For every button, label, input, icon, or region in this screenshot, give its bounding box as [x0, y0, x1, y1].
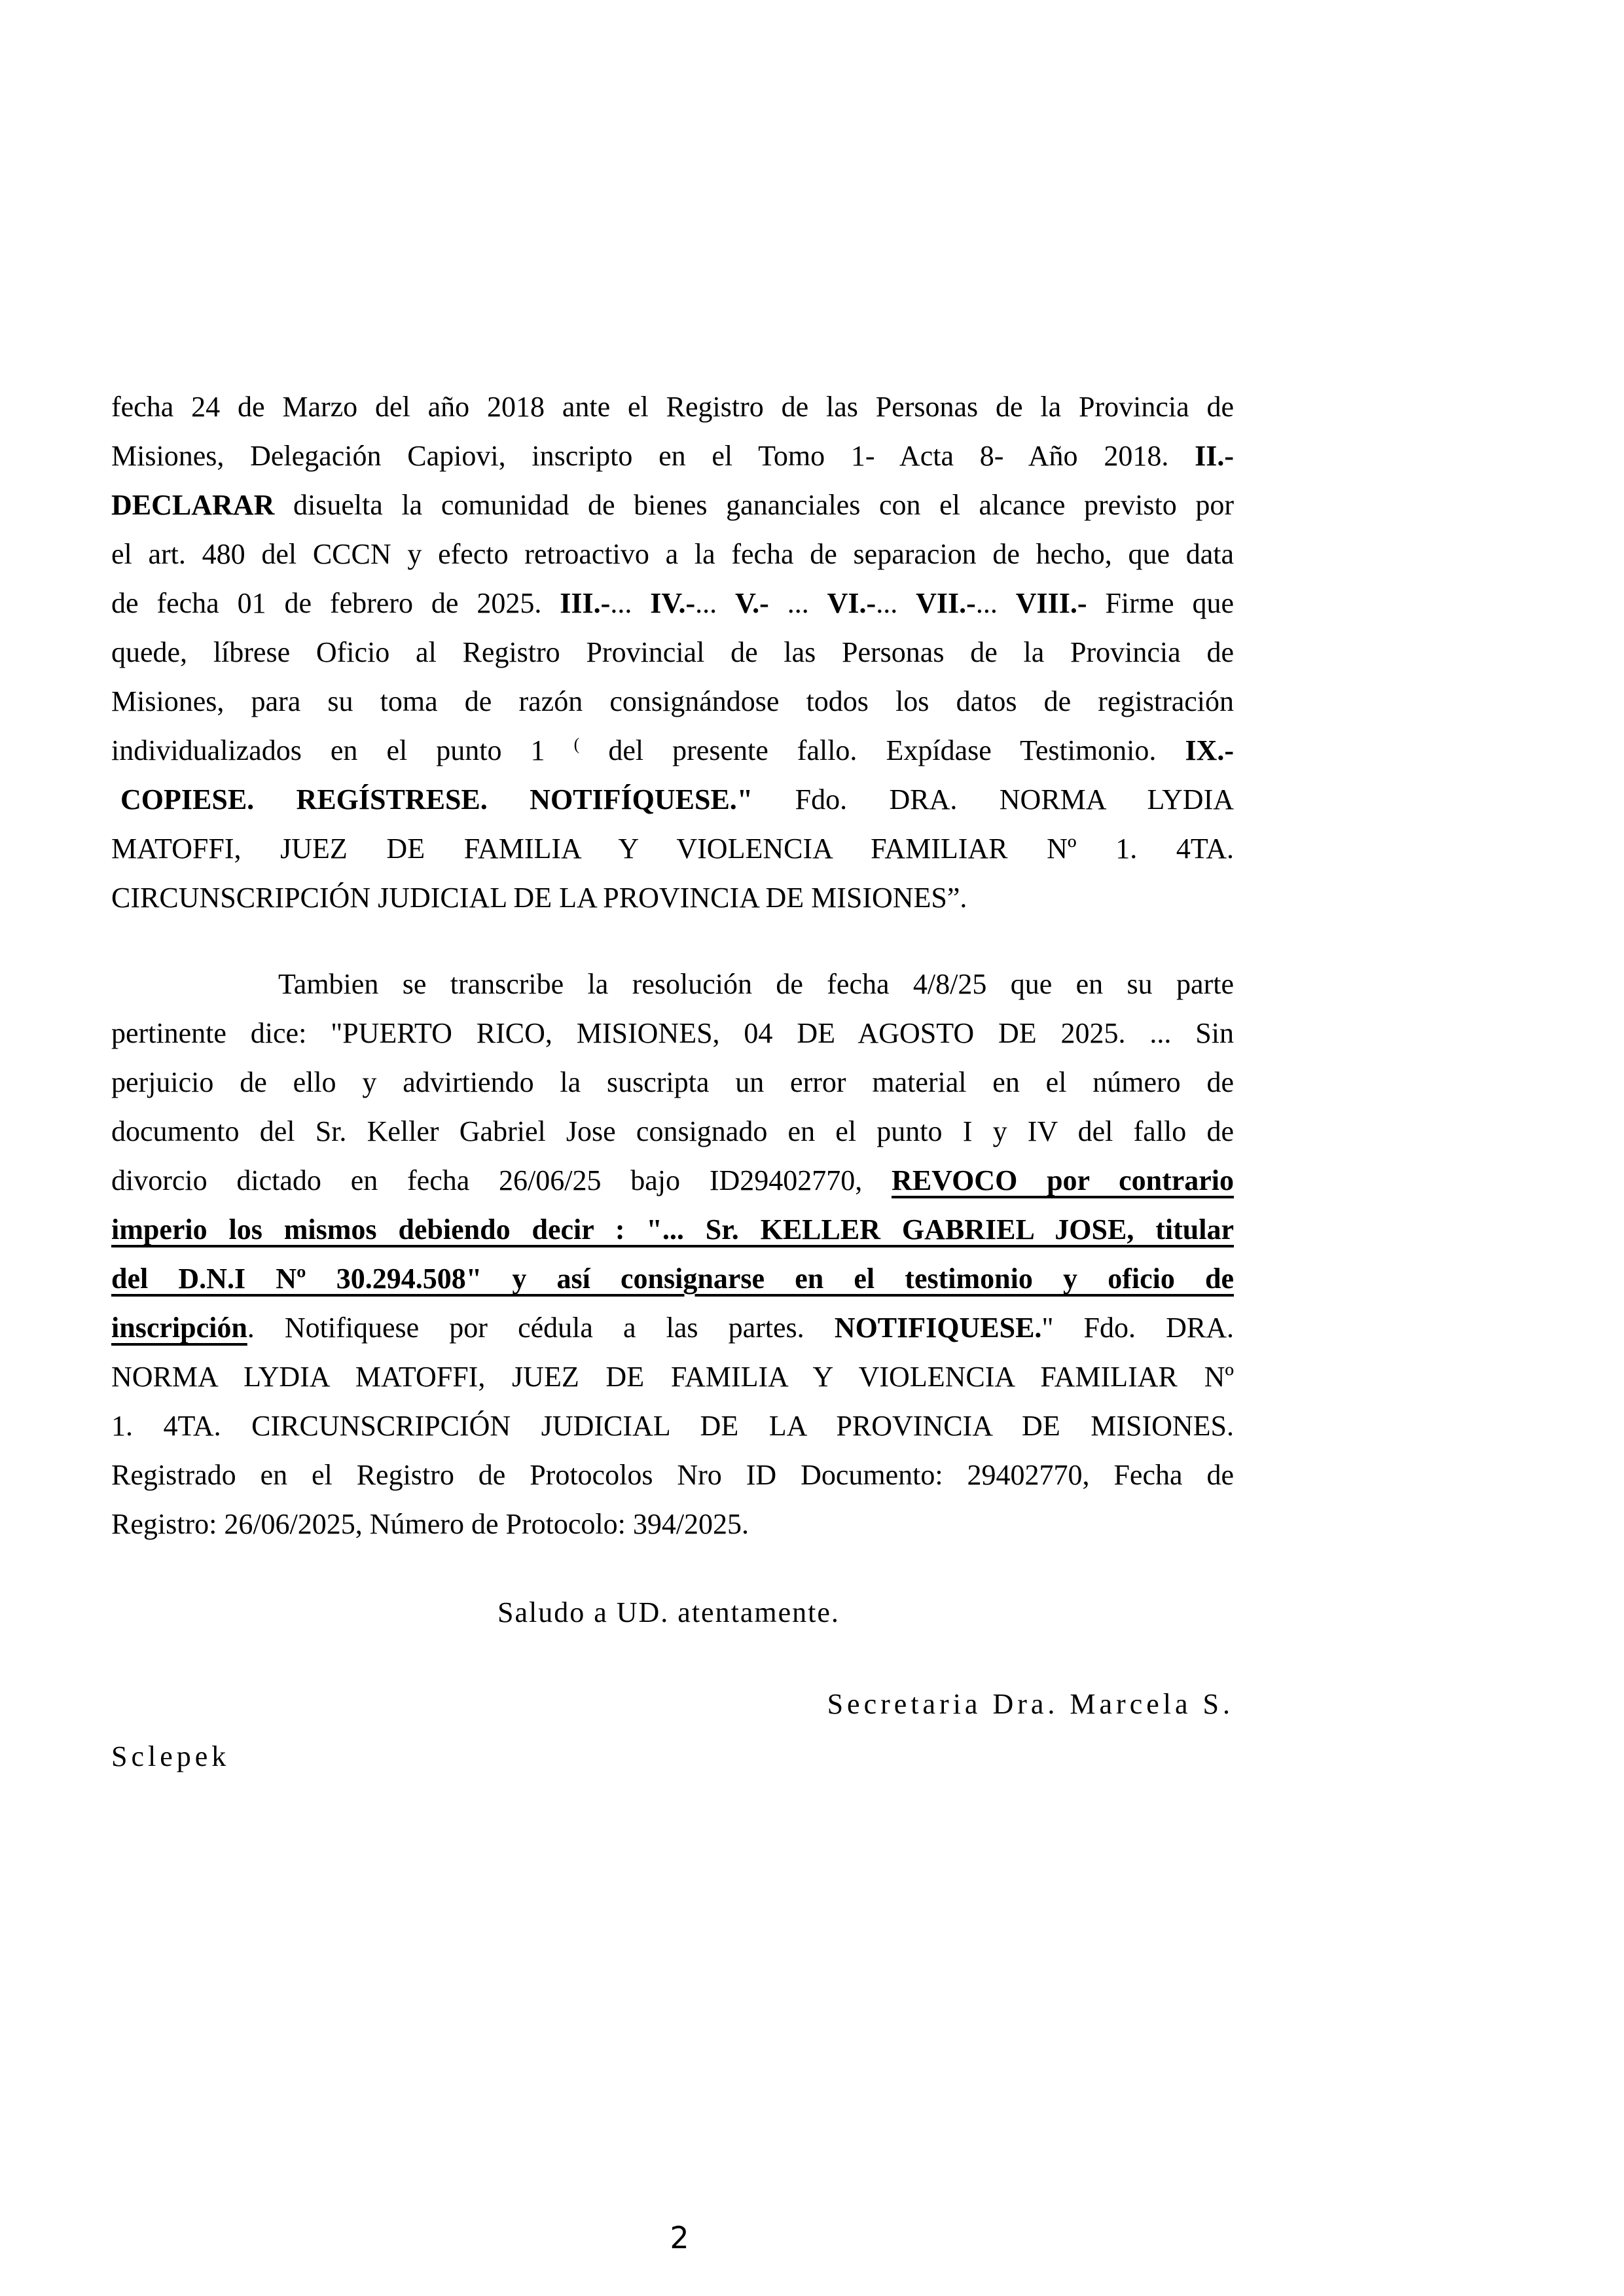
- text-line: [111, 382, 1234, 431]
- text-run: Tambien se transcribe la resolución de fecha 4/8/25 que en su parte: [278, 968, 1234, 1000]
- text-line: [111, 677, 1234, 726]
- text-run: Fdo. DRA. NORMA LYDIA: [753, 783, 1234, 816]
- text-run: CIRCUNSCRIPCIÓN JUDICIAL DE LA PROVINCIA DE MISIONES”.: [111, 882, 967, 914]
- text-run: DECLARAR: [111, 489, 275, 521]
- text-run: Registrado en el Registro de Protocolos Nro ID Documento: 29402770, Fecha de: [111, 1459, 1234, 1491]
- text-run: REVOCO por contrario: [892, 1164, 1234, 1196]
- text-run: de fecha 01 de febrero de 2025.: [111, 587, 560, 619]
- text-line: [111, 480, 1234, 529]
- text-run: NOTIFIQUESE.: [834, 1312, 1042, 1344]
- text-line: [111, 1352, 1234, 1401]
- text-run: del presente fallo. Expídase Testimonio.: [579, 734, 1185, 766]
- text-run: disuelta la comunidad de bienes gananciales con el alcance previsto por: [274, 489, 1234, 521]
- text-run: Misiones, para su toma de razón consignándose todos los datos de registración: [111, 685, 1234, 717]
- text-run: VII.-: [916, 587, 976, 619]
- text-run: VI.-: [827, 587, 876, 619]
- text-run: " Fdo. DRA.: [1041, 1312, 1234, 1344]
- text-run: del D.N.I Nº 30.294.508" y así consignarse en el testimonio y oficio de: [111, 1263, 1234, 1295]
- text-line: [111, 579, 1234, 628]
- text-run: Misiones, Delegación Capiovi, inscripto en el Tomo 1- Acta 8- Año 2018.: [111, 440, 1195, 472]
- text-line: [111, 960, 1234, 1009]
- text-line: [111, 1254, 1234, 1303]
- text-run: II.-: [1195, 440, 1234, 472]
- salutation-line: Saludo a UD. atentamente.: [497, 1596, 840, 1628]
- text-line: [111, 873, 1234, 922]
- text-line: [111, 1156, 1234, 1205]
- text-line: [111, 628, 1234, 677]
- text-run: quede, líbrese Oficio al Registro Provincial de las Personas de la Provincia de: [111, 636, 1234, 668]
- text-run: documento del Sr. Keller Gabriel Jose consignado en el punto I y IV del fallo de: [111, 1115, 1234, 1147]
- text-run: pertinente dice: "PUERTO RICO, MISIONES, 04 DE AGOSTO DE 2025. ... Sin: [111, 1017, 1234, 1049]
- signature-secretary-name: Secretaria Dra. Marcela S.: [827, 1688, 1234, 1720]
- paragraph-resolution-transcription: [111, 382, 1234, 922]
- text-line: [111, 1401, 1234, 1450]
- text-run: ...: [695, 587, 736, 619]
- text-line: [111, 1499, 1234, 1549]
- text-line: [111, 1450, 1234, 1499]
- text-run: IV.-: [650, 587, 696, 619]
- text-run: . Notifiquese por cédula a las partes.: [247, 1312, 835, 1344]
- text-run: inscripción: [111, 1312, 247, 1344]
- text-run: imperio los mismos debiendo decir : "... Sr. KELLER GABRIEL JOSE, titular: [111, 1213, 1234, 1246]
- text-line: [111, 1205, 1234, 1254]
- text-line: [111, 775, 1234, 824]
- text-run: COPIESE. REGÍSTRESE. NOTIFÍQUESE.": [120, 783, 753, 816]
- text-run: ...: [768, 587, 827, 619]
- text-run: individualizados en el punto 1: [111, 734, 574, 766]
- text-line: [111, 824, 1234, 873]
- text-line: [111, 431, 1234, 480]
- text-run: Firme que: [1087, 587, 1235, 619]
- page-number: 2: [670, 2220, 689, 2255]
- text-line: [111, 1058, 1234, 1107]
- text-run: fecha 24 de Marzo del año 2018 ante el Registro de las Personas de la Provincia de: [111, 391, 1234, 423]
- text-run: V.-: [735, 587, 769, 619]
- text-line: [111, 726, 1234, 775]
- text-run: el art. 480 del CCCN y efecto retroactivo a la fecha de separacion de hecho, que data: [111, 538, 1234, 570]
- signature-secretary-surname: Sclepek: [111, 1740, 230, 1772]
- text-run: perjuicio de ello y advirtiendo la suscripta un error material en el número de: [111, 1066, 1234, 1098]
- text-line: [111, 1107, 1234, 1156]
- text-run: 1. 4TA. CIRCUNSCRIPCIÓN JUDICIAL DE LA PROVINCIA DE MISIONES.: [111, 1410, 1234, 1442]
- text-run: (: [573, 734, 580, 754]
- text-run: NORMA LYDIA MATOFFI, JUEZ DE FAMILIA Y VIOLENCIA FAMILIAR Nº: [111, 1361, 1234, 1393]
- text-run: VIII.-: [1015, 587, 1087, 619]
- text-line: [111, 529, 1234, 579]
- paragraph-rectification-resolution: [111, 960, 1234, 1549]
- text-line: [111, 1009, 1234, 1058]
- text-run: III.-: [560, 587, 611, 619]
- text-run: MATOFFI, JUEZ DE FAMILIA Y VIOLENCIA FAMILIAR Nº 1. 4TA.: [111, 833, 1234, 865]
- text-run: divorcio dictado en fecha 26/06/25 bajo ID29402770,: [111, 1164, 892, 1196]
- text-run: ...: [610, 587, 651, 619]
- text-run: ...: [876, 587, 916, 619]
- text-run: IX.-: [1185, 734, 1234, 766]
- text-run: Registro: 26/06/2025, Número de Protocolo: 394/2025.: [111, 1508, 749, 1540]
- text-run: ...: [975, 587, 1016, 619]
- text-line: [111, 1303, 1234, 1352]
